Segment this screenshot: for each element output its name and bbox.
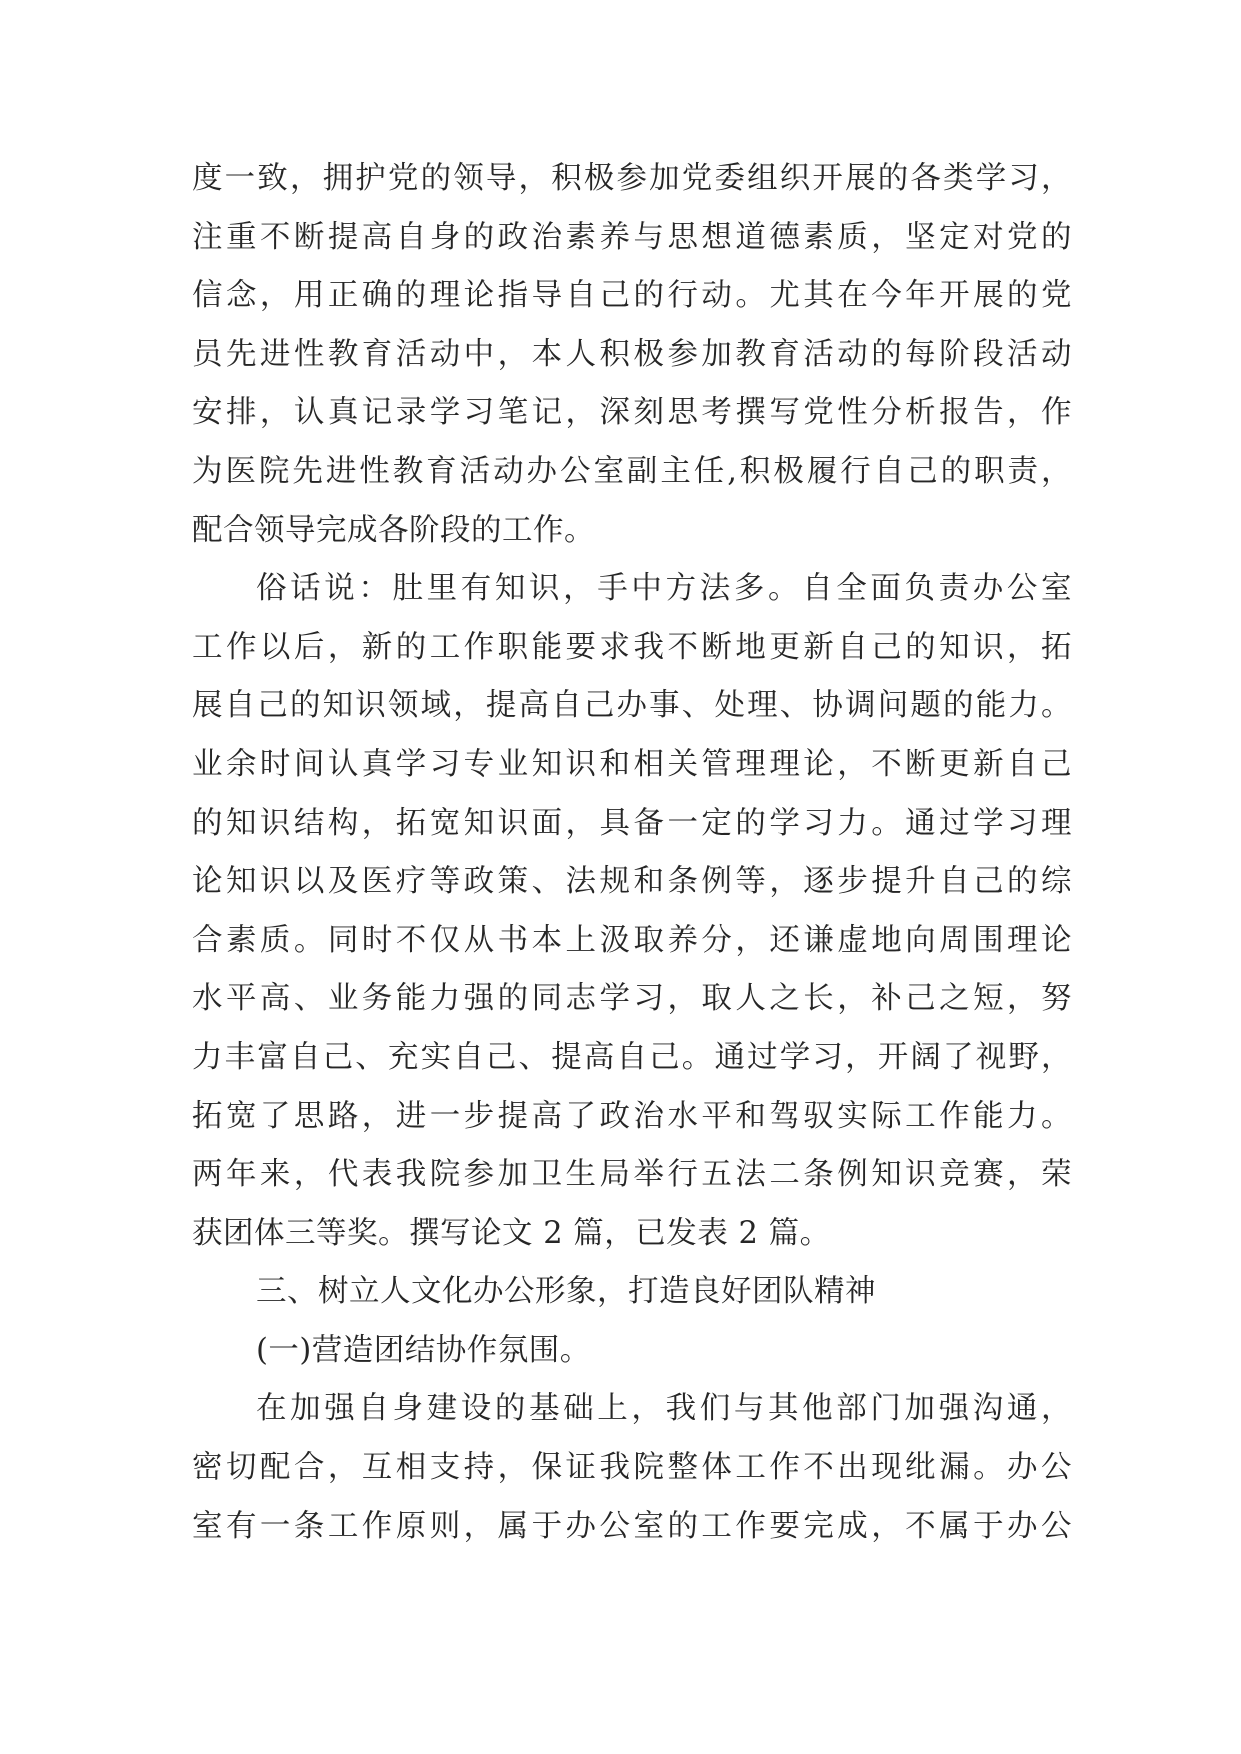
text-line: 工作以后，新的工作职能要求我不断地更新自己的知识，拓 <box>192 629 1072 665</box>
text-line: 注重不断提高自身的政治素养与思想道德素质，坚定对党的 <box>192 219 1072 255</box>
text-line: 信念，用正确的理论指导自己的行动。尤其在今年开展的党 <box>192 278 1072 314</box>
section-heading: 三、树立人文化办公形象，打造良好团队精神 <box>256 1274 876 1310</box>
text-line: 安排，认真记录学习笔记，深刻思考撰写党性分析报告，作 <box>192 395 1072 431</box>
subsection-heading: (一)营造团结协作氛围。 <box>256 1332 591 1368</box>
text-line: 员先进性教育活动中，本人积极参加教育活动的每阶段活动 <box>192 336 1072 372</box>
text-line: 合素质。同时不仅从书本上汲取养分，还谦虚地向周围理论 <box>192 922 1072 958</box>
text-line: 业余时间认真学习专业知识和相关管理理论，不断更新自己 <box>192 746 1072 782</box>
text-line: 展自己的知识领域，提高自己办事、处理、协调问题的能力。 <box>192 688 1072 724</box>
text-line: 为医院先进性教育活动办公室副主任,积极履行自己的职责， <box>192 453 1072 489</box>
paragraph-start-line: 在加强自身建设的基础上，我们与其他部门加强沟通， <box>256 1391 1072 1427</box>
text-line: 配合领导完成各阶段的工作。 <box>192 512 595 548</box>
text-line: 的知识结构，拓宽知识面，具备一定的学习力。通过学习理 <box>192 805 1072 841</box>
text-line: 获团体三等奖。撰写论文 2 篇，已发表 2 篇。 <box>192 1215 831 1251</box>
document-body <box>192 150 1072 1556</box>
text-line: 两年来，代表我院参加卫生局举行五法二条例知识竞赛，荣 <box>192 1157 1072 1193</box>
text-line: 度一致，拥护党的领导，积极参加党委组织开展的各类学习， <box>192 161 1072 196</box>
text-line: 水平高、业务能力强的同志学习，取人之长，补己之短，努 <box>192 981 1072 1017</box>
text-line: 室有一条工作原则，属于办公室的工作要完成，不属于办公 <box>192 1508 1072 1544</box>
text-line: 论知识以及医疗等政策、法规和条例等，逐步提升自己的综 <box>192 864 1072 900</box>
text-line: 拓宽了思路，进一步提高了政治水平和驾驭实际工作能力。 <box>192 1098 1072 1134</box>
text-line: 力丰富自己、充实自己、提高自己。通过学习，开阔了视野， <box>192 1039 1072 1075</box>
text-line: 密切配合，互相支持，保证我院整体工作不出现纰漏。办公 <box>192 1450 1072 1486</box>
paragraph-start-line: 俗话说：肚里有知识，手中方法多。自全面负责办公室 <box>256 571 1072 607</box>
